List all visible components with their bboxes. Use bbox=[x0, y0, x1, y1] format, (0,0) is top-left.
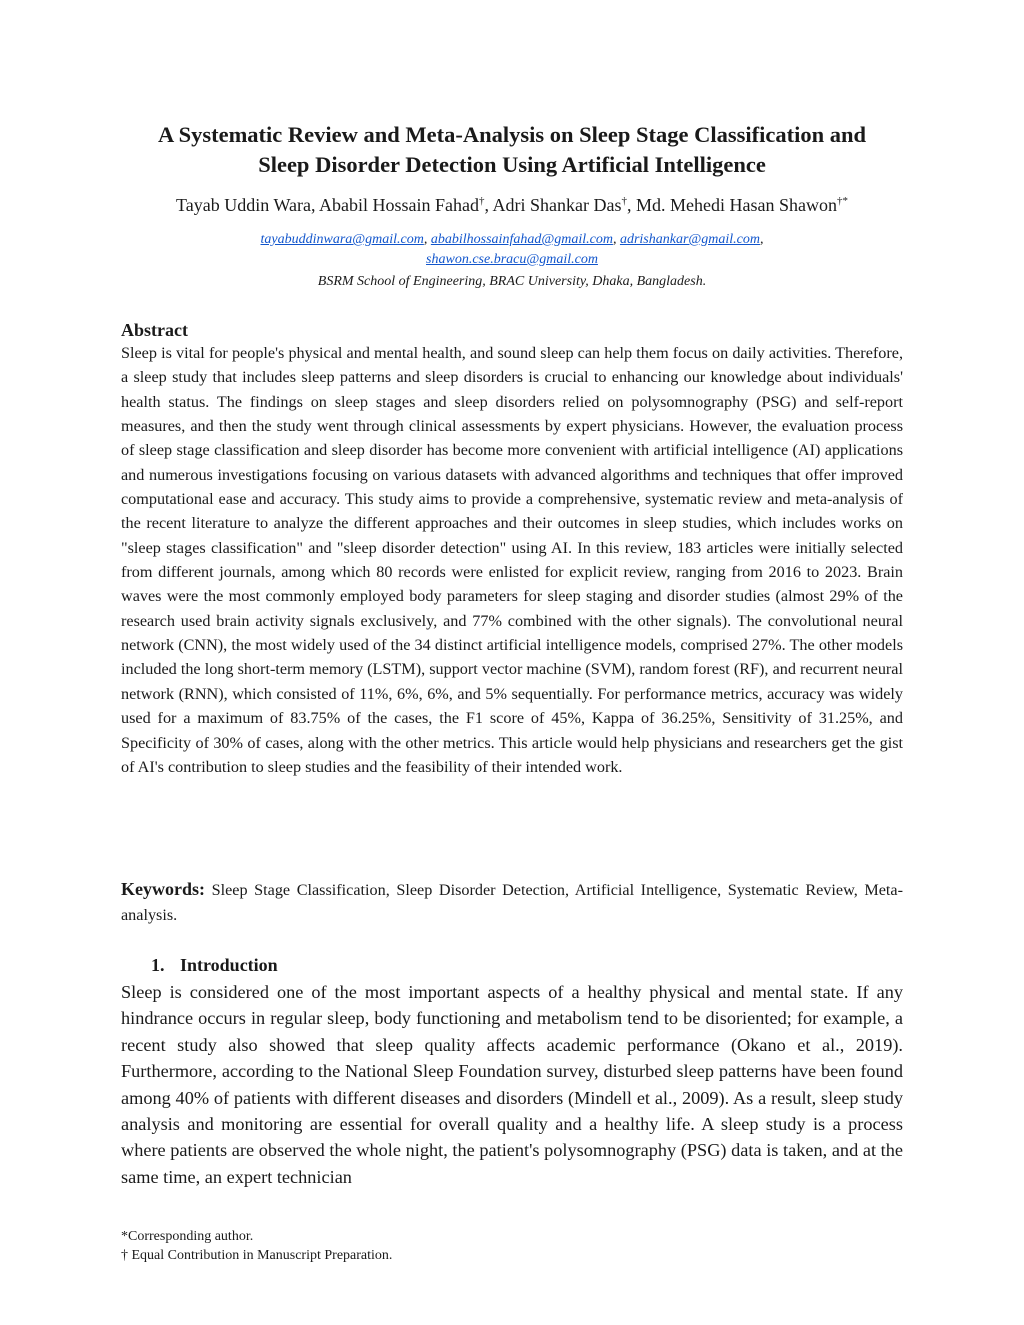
author-name: Md. Mehedi Hasan Shawon bbox=[635, 195, 837, 215]
section-title: Introduction bbox=[180, 955, 278, 975]
paper-title bbox=[101, 120, 923, 180]
author-name: Ababil Hossain Fahad bbox=[318, 195, 479, 215]
email-link[interactable]: adrishankar@gmail.com bbox=[619, 232, 760, 247]
abstract-text: Sleep is vital for people's physical and mental health, and sound sleep can help them focus on daily activities. Therefore, a sleep study that includes sleep patterns and sleep disorders is crucial to enhancing our knowledge about individuals' health status. The findings on sleep stages and sleep disorders relied on polysomnography (PSG) and self-report measures, and then the study went through clinical assessments by expert physicians. However, the evaluation process of sleep stage classification and sleep disorder has become more convenient with artificial intelligence (AI) applications and numerous investigations focusing on various datasets with advanced algorithms and techniques that offer improved computational ease and accuracy. This study aims to provide a comprehensive, systematic review and meta-analysis of the recent literature to analyze the different approaches and their outcomes in sleep studies, which includes works on "sleep stages classification" and "sleep disorder detection" using AI. In this review, 183 articles were initially selected from different journals, among which 80 records were enlisted for explicit review, ranging from 2016 to 2023. Brain waves were the most commonly employed body parameters for sleep staging and disorder studies (almost 29% of the research used brain activity signals exclusively, and 77% combined with the other signals). The convolutional neural network (CNN), the most widely used of the 34 distinct artificial intelligence models, comprised 27%. The other models included the long short-term memory (LSTM), support vector machine (SVM), random forest (RF), and recurrent neural network (RNN), which consisted of 11%, 6%, 6%, and 5% sequentially. For performance metrics, accuracy was widely used for a maximum of 83.75% of the cases, the F1 score of 45%, Kappa of 36.25%, Sensitivity of 31.25%, and Specificity of 30% of cases, along with the other metrics. This article would help physicians and researchers get the gist of AI's contribution to sleep studies and the feasibility of their intended work. bbox=[121, 344, 903, 776]
keywords-text: Sleep Stage Classification, Sleep Disorder Detection, Artificial Intelligence, Systematic Review, Meta-analysis. bbox=[121, 881, 904, 924]
email-link[interactable]: shawon.cse.bracu@gmail.com bbox=[426, 252, 598, 267]
email-link[interactable]: tayabuddinwara@gmail.com bbox=[260, 232, 424, 247]
keywords bbox=[121, 877, 903, 927]
author-mark: † bbox=[621, 195, 627, 207]
footnote-corresponding: *Corresponding author. bbox=[121, 1229, 254, 1244]
author-emails: tayabuddinwara@gmail.com, ababilhossainfahad@gmail.com, adrishankar@gmail.com, shawon.cse.bracu@gmail.com bbox=[260, 232, 764, 267]
abstract-heading: Abstract bbox=[121, 320, 188, 340]
introduction-text: Sleep is considered one of the most important aspects of a healthy physical and mental state. If any hindrance occurs in regular sleep, body functioning and metabolism tend to be disoriented; for example, a recent study also showed that sleep quality affects academic performance (Okano et al., 2019). Furthermore, according to the National Sleep Foundation survey, disturbed sleep patterns have been found among 40% of patients with different diseases and disorders (Mindell et al., 2009). As a result, sleep study analysis and monitoring are essential for overall quality and a healthy life. A sleep study is a process where patients are observed the whole night, the patient's polysomnography (PSG) data is taken, and at the same time, an expert technician bbox=[121, 982, 903, 1187]
author-name: Adri Shankar Das bbox=[492, 195, 622, 215]
author-name: Tayab Uddin Wara bbox=[176, 195, 311, 215]
section-number: 1. bbox=[151, 955, 165, 975]
title-line-2: Sleep Disorder Detection Using Artificial Intelligence bbox=[258, 152, 766, 177]
footnotes bbox=[121, 1227, 392, 1265]
keywords-label: Keywords: bbox=[121, 879, 205, 899]
author-list: Tayab Uddin Wara, Ababil Hossain Fahad†, Adri Shankar Das†, Md. Mehedi Hasan Shawon†* bbox=[176, 195, 848, 215]
author-mark: † bbox=[478, 195, 485, 207]
author-mark: †* bbox=[836, 195, 848, 207]
title-line-1: A Systematic Review and Meta-Analysis on Sleep Stage Classification and bbox=[157, 122, 867, 147]
email-link[interactable]: ababilhossainfahad@gmail.com bbox=[430, 232, 613, 247]
affiliation: BSRM School of Engineering, BRAC University, Dhaka, Bangladesh. bbox=[317, 274, 707, 289]
section-heading-introduction bbox=[151, 953, 278, 977]
footnote-equal-contribution: † Equal Contribution in Manuscript Preparation. bbox=[121, 1248, 393, 1263]
